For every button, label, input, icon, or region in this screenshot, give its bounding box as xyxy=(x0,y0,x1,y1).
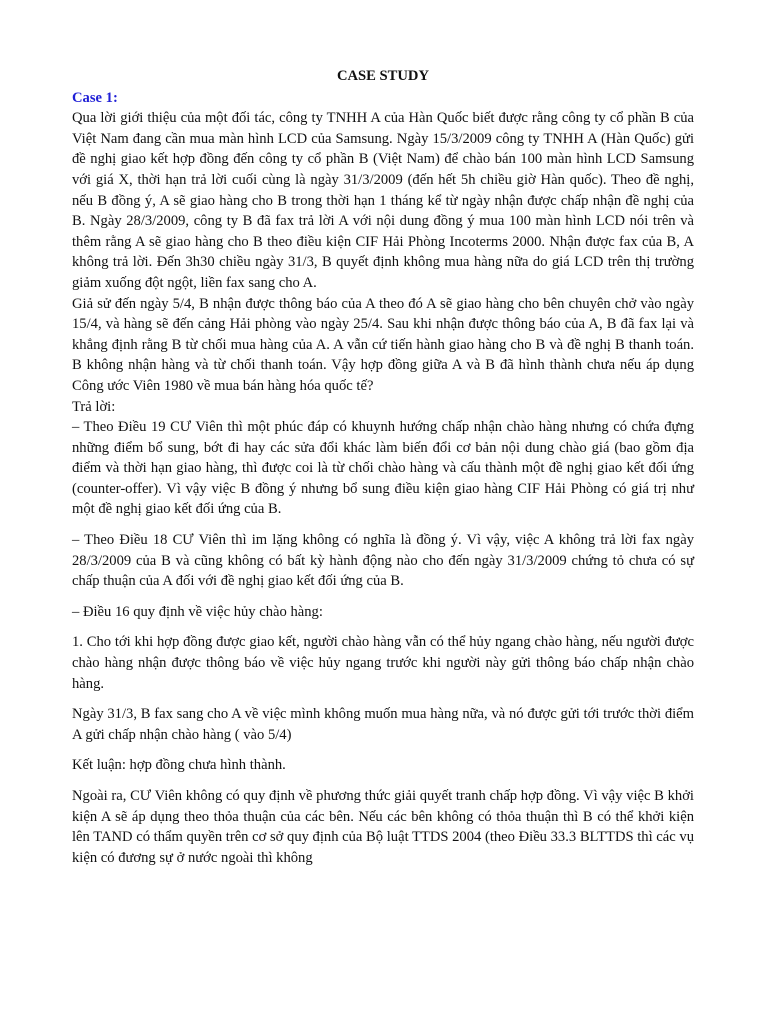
document-title: CASE STUDY xyxy=(336,68,430,84)
dispute-resolution-paragraph: Ngoài ra, CƯ Viên không có quy định về phương thức giải quyết tranh chấp hợp đồng. Vì vậy việc B khởi kiện A sẽ áp dụng theo thỏa thuận của các bên. Nếu các bên không có thỏa thuận thì B có thể khởi kiện lên TAND có thẩm quyền trên cơ sở quy định của Bộ luật TTDS 2004 (theo Điều 33.3 BLTTDS thì các vụ kiện có đương sự ở nước ngoài thì không xyxy=(72,788,694,866)
conclusion-paragraph: Kết luận: hợp đồng chưa hình thành. xyxy=(72,757,286,774)
article-16-clause-1: 1. Cho tới khi hợp đồng được giao kết, người chào hàng vẫn có thể hủy ngang chào hàng, nếu người được chào hàng nhận được thông báo về việc hủy ngang trước khi người này gửi thông báo chấp nhận chào hàng. xyxy=(72,634,694,692)
answer-label: Trả lời: xyxy=(72,398,116,415)
article-16-heading: – Điều 16 quy định về việc hủy chào hàng: xyxy=(72,603,323,620)
case-question-paragraph: Giả sử đến ngày 5/4, B nhận được thông báo của A theo đó A sẽ giao hàng cho bên chuyên chở vào ngày 15/4, và hàng sẽ đến cảng Hải phòng vào ngày 25/4. Sau khi nhận được thông báo của A, B đã fax lại và khẳng định rằng B từ chối mua hàng của A. A vẫn cứ tiến hành giao hàng cho B và đề nghị B thanh toán. B không nhận hàng và từ chối thanh toán. Vậy hợp đồng giữa A và B đã hình thành chưa nếu áp dụng Công ước Viên 1980 về mua bán hàng hóa quốc tế? xyxy=(72,295,694,394)
case-facts-paragraph: Qua lời giới thiệu của một đối tác, công ty TNHH A của Hàn Quốc biết được rằng công ty cổ phần B của Việt Nam đang cần mua màn hình LCD của Samsung. Ngày 15/3/2009 công ty TNHH A (Hàn Quốc) gửi đề nghị giao kết hợp đồng đến công ty cổ phần B (Việt Nam) để chào bán 100 màn hình LCD Samsung với giá X, thời hạn trả lời cuối cùng là ngày 31/3/2009 (đến hết 5h chiều giờ Hàn quốc). Theo đề nghị, nếu B đồng ý, A sẽ giao hàng cho B trong thời hạn 1 tháng kể từ ngày nhận được chấp nhận đề nghị của B. Ngày 28/3/2009, công ty B đã fax trả lời A với nội dung đồng ý mua 100 màn hình LCD nói trên và thêm rằng A sẽ giao hàng cho B theo điều kiện CIF Hải Phòng Incoterms 2000. Nhận được fax của B, A không trả lời. Đến 3h30 chiều ngày 31/3, B quyết định không mua hàng nữa do giá LCD trên thị trường giảm xuống đột ngột, liền fax sang cho A. xyxy=(72,110,694,291)
fax-timing-paragraph: Ngày 31/3, B fax sang cho A về việc mình không muốn mua hàng nữa, và nó được gửi tới trước thời điểm A gửi chấp nhận chào hàng ( vào 5/4) xyxy=(72,706,694,743)
case-heading: Case 1: xyxy=(72,89,118,106)
article-18-paragraph: – Theo Điều 18 CƯ Viên thì im lặng không có nghĩa là đồng ý. Vì vậy, việc A không trả lời fax ngày 28/3/2009 của B và cũng không có bất kỳ hành động nào cho đến ngày 31/3/2009 chứng tỏ chưa có sự chấp thuận của A đối với đề nghị giao kết đối ứng của B. xyxy=(72,532,694,590)
article-19-paragraph: – Theo Điều 19 CƯ Viên thì một phúc đáp có khuynh hướng chấp nhận chào hàng nhưng có chứa đựng những điểm bổ sung, bớt đi hay các sửa đổi khác làm biến đổi cơ bản nội dung chào giá (bao gồm địa điểm và thời hạn giao hàng, thì được coi là từ chối chào hàng và cấu thành một đề nghị giao kết đối ứng (counter-offer). Vì vậy việc B đồng ý nhưng bổ sung điều kiện giao hàng CIF Hải Phòng có giá trị như một đề nghị giao kết đối ứng của B. xyxy=(72,419,694,518)
document-page xyxy=(72,66,694,868)
